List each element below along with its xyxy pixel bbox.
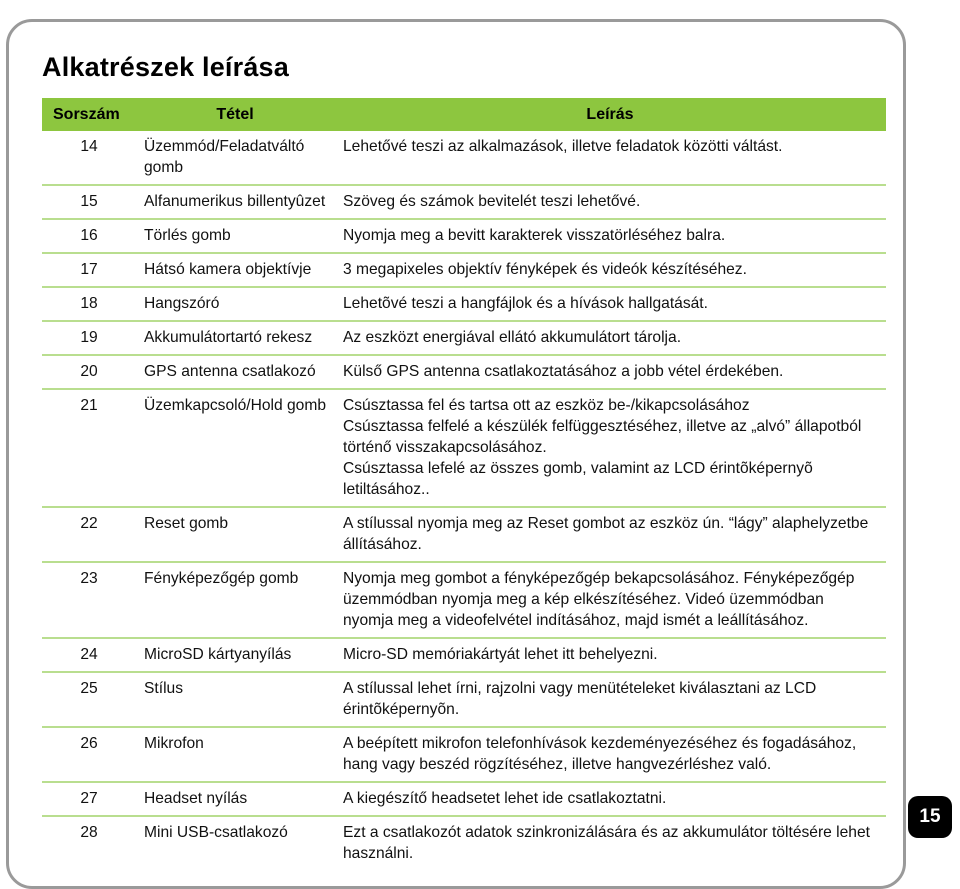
table-row (42, 727, 886, 782)
description-line: A stílussal lehet írni, rajzolni vagy menütételeket kiválasztani az LCD érintõképernyõn. (343, 680, 817, 718)
row-number: 23 (42, 562, 136, 638)
table-row (42, 219, 886, 253)
table-row (42, 389, 886, 507)
row-item: Mini USB-csatlakozó (144, 824, 288, 841)
row-number: 15 (42, 185, 136, 219)
table-row (42, 638, 886, 672)
description-line: Nyomja meg gombot a fényképezőgép bekapcsolásához. Fényképezőgép üzemmódban nyomja meg a kép elkészítéséhez. Videó üzemmódban nyomja meg a videofelvétel indításához, majd ismét a leállításához. (343, 570, 855, 629)
row-description (334, 727, 886, 782)
description-line: Csúsztassa fel és tartsa ott az eszköz be-/kikapcsolásához (343, 397, 750, 414)
description-line: Csúsztassa felfelé a készülék felfüggesztéséhez, illetve az „alvó” állapotból történő visszakapcsolásához. (343, 418, 862, 456)
row-description (334, 507, 886, 562)
table-row (42, 782, 886, 816)
row-item: Reset gomb (136, 507, 334, 562)
description-line: Lehetõvé teszi a hangfájlok és a hívások hallgatását. (343, 295, 708, 312)
row-item: Stílus (136, 672, 334, 727)
table-row (42, 253, 886, 287)
row-item: Üzemmód/Feladatváltó gomb (136, 131, 334, 185)
row-item: Hátsó kamera objektívje (136, 253, 334, 287)
row-description (334, 355, 886, 389)
description-line: A stílussal nyomja meg az Reset gombot az eszköz ún. “lágy” alaphelyzetbe állításához. (343, 515, 869, 553)
row-item: Alfanumerikus billentyûzet (136, 185, 334, 219)
row-description (334, 638, 886, 672)
row-description (334, 672, 886, 727)
table-row (42, 287, 886, 321)
row-item: Hangszóró (136, 287, 334, 321)
row-description (334, 389, 886, 507)
description-line: Nyomja meg a bevitt karakterek visszatörléséhez balra. (343, 227, 726, 244)
row-number: 25 (42, 672, 136, 727)
row-description (334, 562, 886, 638)
row-description (334, 253, 886, 287)
row-number: 27 (42, 782, 136, 816)
row-number: 26 (42, 727, 136, 782)
row-description (334, 321, 886, 355)
row-number: 17 (42, 253, 136, 287)
row-description (334, 782, 886, 816)
table-row (42, 185, 886, 219)
description-line: Külső GPS antenna csatlakoztatásához a jobb vétel érdekében. (343, 363, 784, 380)
row-number: 24 (42, 638, 136, 672)
row-item: Headset nyílás (136, 782, 334, 816)
description-line: Lehetővé teszi az alkalmazások, illetve feladatok közötti váltást. (343, 138, 783, 155)
header-description: Leírás (334, 98, 886, 131)
row-item: Törlés gomb (136, 219, 334, 253)
row-description (334, 287, 886, 321)
row-item: Mikrofon (136, 727, 334, 782)
header-number: Sorszám (42, 98, 136, 131)
row-number: 19 (42, 321, 136, 355)
header-item: Tétel (136, 98, 334, 131)
components-table (42, 98, 886, 870)
table-row (42, 321, 886, 355)
row-number: 22 (42, 507, 136, 562)
row-number: 18 (42, 287, 136, 321)
description-line: Micro-SD memóriakártyát lehet itt behelyezni. (343, 646, 658, 663)
row-number: 21 (42, 389, 136, 507)
row-description (334, 185, 886, 219)
row-number: 16 (42, 219, 136, 253)
table-row (42, 355, 886, 389)
row-number: 20 (42, 355, 136, 389)
table-row (42, 131, 886, 185)
table-row (42, 672, 886, 727)
row-item: MicroSD kártyanyílás (136, 638, 334, 672)
row-description (334, 131, 886, 185)
page-number-badge: 15 (908, 796, 952, 838)
table-row (42, 562, 886, 638)
description-line: A beépített mikrofon telefonhívások kezdeményezéséhez és fogadásához, hang vagy beszéd rögzítéséhez, illetve hangvezérléshez való. (343, 735, 857, 773)
row-description (334, 219, 886, 253)
description-line: Csúsztassa lefelé az összes gomb, valamint az LCD érintõképernyõ letiltásához.. (343, 460, 813, 498)
row-description (334, 816, 886, 870)
row-item: Fényképezőgép gomb (136, 562, 334, 638)
description-line: Ezt a csatlakozót adatok szinkronizálására és az akkumulátor töltésére lehet használni. (343, 824, 870, 862)
table-header-row (42, 98, 886, 131)
row-item: Akkumulátortartó rekesz (136, 321, 334, 355)
row-item: Üzemkapcsoló/Hold gomb (136, 389, 334, 507)
description-line: A kiegészítő headsetet lehet ide csatlakoztatni. (343, 790, 667, 807)
description-line: Az eszközt energiával ellátó akkumulátort tárolja. (343, 329, 682, 346)
row-number: 28 (80, 824, 98, 841)
row-number: 14 (42, 131, 136, 185)
description-line: Szöveg és számok bevitelét teszi lehetővé. (343, 193, 641, 210)
table-row (42, 816, 886, 870)
description-line: 3 megapixeles objektív fényképek és videók készítéséhez. (343, 261, 747, 278)
row-item: GPS antenna csatlakozó (136, 355, 334, 389)
table-row (42, 507, 886, 562)
page-title: Alkatrészek leírása (42, 52, 289, 82)
